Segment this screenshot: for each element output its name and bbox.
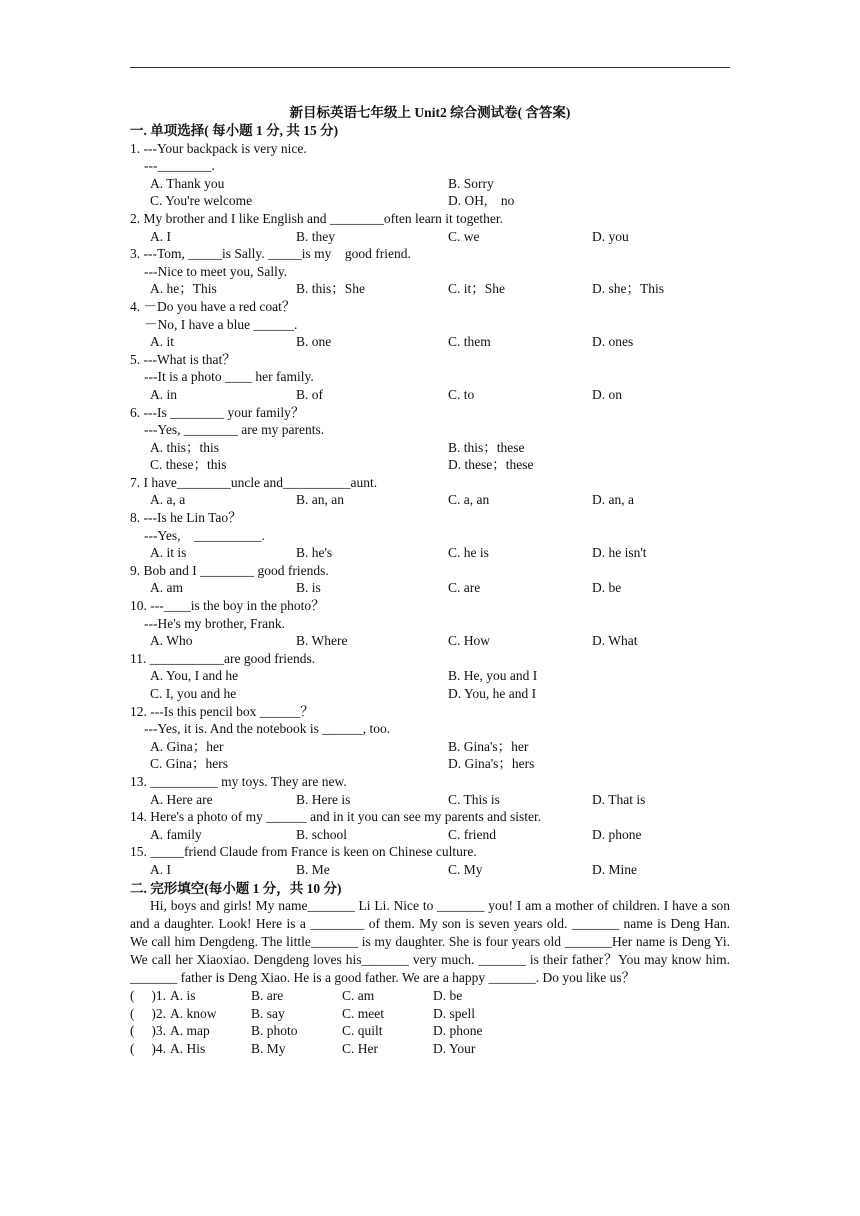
question-stem: 2. My brother and I like English and ________often learn it together. [130, 210, 504, 226]
cloze-option: C. Her [342, 1040, 378, 1056]
question-stem: 3. ---Tom, _____is Sally. _____is my good friend. [130, 246, 411, 262]
answer-option: A. it is [150, 545, 187, 561]
answer-option: B. this；these [448, 439, 525, 455]
page-title: 新目标英语七年级上 Unit2 综合测试卷( 含答案) [289, 105, 571, 120]
question-dialog-line: ---He's my brother, Frank. [144, 615, 285, 631]
option-row [130, 280, 730, 298]
option-row [130, 826, 730, 844]
cloze-option: B. say [251, 1005, 285, 1021]
option-row [130, 544, 730, 562]
cloze-item-number: ( )3. [130, 1023, 166, 1039]
answer-option: B. school [296, 826, 348, 842]
answer-option: C. them [448, 334, 491, 350]
option-row [130, 738, 730, 756]
option-row [130, 228, 730, 246]
cloze-item-row [130, 1005, 730, 1023]
option-row [130, 386, 730, 404]
answer-option: D. Gina's；hers [448, 756, 535, 772]
question-dialog-line: ---It is a photo ____ her family. [144, 369, 314, 385]
question-dialog-line: ---Yes, ________ are my parents. [144, 422, 325, 438]
question-stem: 10. ---____is the boy in the photo？ [130, 598, 325, 614]
answer-option: B. Me [296, 861, 330, 877]
answer-option: D. That is [592, 791, 646, 807]
cloze-item-number: ( )4. [130, 1040, 166, 1056]
answer-option: D. Mine [592, 861, 637, 877]
cloze-option: C. am [342, 988, 375, 1004]
answer-option: C. to [448, 386, 475, 402]
answer-option: D. ones [592, 334, 634, 350]
answer-option: A. a, a [150, 492, 186, 508]
answer-option: C. How [448, 633, 491, 649]
question-stem: 14. Here's a photo of my ______ and in it you can see my parents and sister. [130, 809, 542, 825]
answer-option: C. are [448, 580, 481, 596]
cloze-passage [130, 897, 730, 987]
answer-option: B. Sorry [448, 175, 494, 191]
answer-option: B. they [296, 228, 335, 244]
answer-option: D. he isn't [592, 545, 647, 561]
cloze-option: D. Your [433, 1040, 476, 1056]
question-stem: 1. ---Your backpack is very nice. [130, 140, 307, 156]
answer-option: A. am [150, 580, 183, 596]
answer-option: D. phone [592, 826, 642, 842]
cloze-option: A. is [170, 988, 196, 1004]
answer-option: C. we [448, 228, 480, 244]
question-dialog-line: －No, I have a blue ______. [144, 316, 298, 332]
answer-option: B. of [296, 386, 323, 402]
question-stem: 13. __________ my toys. They are new. [130, 773, 347, 789]
answer-option: B. is [296, 580, 321, 596]
option-row [130, 456, 730, 474]
answer-option: C. friend [448, 826, 496, 842]
answer-option: B. he's [296, 545, 333, 561]
cloze-item-row [130, 987, 730, 1005]
question-stem: 12. ---Is this pencil box ______？ [130, 703, 314, 719]
question-stem: 5. ---What is that？ [130, 351, 236, 367]
cloze-option: A. map [170, 1023, 210, 1039]
answer-option: B. an, an [296, 492, 344, 508]
cloze-item-number: ( )1. [130, 988, 166, 1004]
section-1-questions [130, 140, 730, 879]
option-row [130, 667, 730, 685]
exam-page [130, 104, 730, 1058]
option-row [130, 491, 730, 509]
question-stem: 4. －Do you have a red coat？ [130, 298, 296, 314]
answer-option: C. My [448, 861, 483, 877]
cloze-option: C. quilt [342, 1023, 383, 1039]
cloze-item-row [130, 1040, 730, 1058]
answer-option: D. an, a [592, 492, 634, 508]
option-row [130, 579, 730, 597]
answer-option: C. a, an [448, 492, 490, 508]
cloze-option: B. photo [251, 1023, 298, 1039]
header-rule [130, 67, 730, 68]
answer-option: A. in [150, 386, 177, 402]
cloze-item-number: ( )2. [130, 1005, 166, 1021]
option-row [130, 439, 730, 457]
option-row [130, 861, 730, 879]
answer-option: D. What [592, 633, 638, 649]
answer-option: A. Who [150, 633, 193, 649]
answer-option: A. family [150, 826, 202, 842]
section-2-heading: 二. 完形填空(每小题 1 分，共 10 分) [130, 880, 342, 896]
answer-option: D. on [592, 386, 622, 402]
option-row [130, 333, 730, 351]
option-row [130, 632, 730, 650]
answer-option: D. you [592, 228, 629, 244]
cloze-option: D. spell [433, 1005, 475, 1021]
answer-option: B. one [296, 334, 332, 350]
answer-option: A. You, I and he [150, 668, 239, 684]
question-stem: 6. ---Is ________ your family？ [130, 404, 305, 420]
answer-option: C. Gina；hers [150, 756, 228, 772]
option-row [130, 791, 730, 809]
cloze-option: C. meet [342, 1005, 384, 1021]
answer-option: A. he；This [150, 281, 217, 297]
question-dialog-line: ---________. [144, 158, 215, 174]
cloze-passage-text: Hi, boys and girls! My name_______ Li Li. Nice to _______ you! I am a mother of children. I have a son and a daughter. Look! Here is a ________ of them. My son is seven years old. _______ name is Deng Han. We call him Dengdeng. The little_______ is my daughter. She is four years old _______Her name is Deng Yi. We call her Xiaoxiao. Dengdeng loves his_______ very much. _______ is their father？You may know him. _______ father is Deng Xiao. He is a good father. We are a happy _______. Do you like us？ [130, 898, 730, 986]
option-row [130, 192, 730, 210]
answer-option: B. Where [296, 633, 348, 649]
answer-option: A. I [150, 861, 171, 877]
question-stem: 15. _____friend Claude from France is keen on Chinese culture. [130, 844, 477, 860]
cloze-option: A. His [170, 1040, 206, 1056]
cloze-option: A. know [170, 1005, 217, 1021]
answer-option: C. I, you and he [150, 686, 237, 701]
section-1-heading: 一. 单项选择( 每小题 1 分, 共 15 分) [130, 123, 339, 138]
cloze-option: D. phone [433, 1023, 483, 1039]
answer-option: D. be [592, 580, 622, 596]
cloze-item-row [130, 1022, 730, 1040]
cloze-option: D. be [433, 988, 463, 1004]
answer-option: C. he is [448, 545, 489, 561]
answer-option: C. This is [448, 791, 500, 807]
answer-option: D. OH, no [448, 193, 515, 209]
answer-option: D. these；these [448, 457, 534, 473]
answer-option: A. Here are [150, 791, 213, 807]
answer-option: C. it；She [448, 281, 506, 297]
answer-option: A. Thank you [150, 175, 225, 191]
cloze-option: B. My [251, 1040, 286, 1056]
option-row [130, 175, 730, 193]
answer-option: B. this；She [296, 281, 366, 297]
answer-option: A. I [150, 228, 171, 244]
question-stem: 9. Bob and I ________ good friends. [130, 562, 329, 578]
answer-option: A. it [150, 334, 175, 350]
option-row [130, 755, 730, 773]
answer-option: A. Gina；her [150, 738, 224, 754]
answer-option: C. You're welcome [150, 193, 253, 209]
answer-option: C. these；this [150, 457, 227, 473]
answer-option: B. He, you and I [448, 668, 538, 684]
question-stem: 11. ___________are good friends. [130, 650, 316, 666]
answer-option: A. this；this [150, 439, 220, 455]
cloze-items [130, 987, 730, 1057]
question-dialog-line: ---Nice to meet you, Sally. [144, 263, 288, 279]
answer-option: D. she；This [592, 281, 664, 297]
answer-option: B. Gina's；her [448, 738, 529, 754]
question-stem: 8. ---Is he Lin Tao？ [130, 510, 242, 526]
option-row [130, 685, 730, 703]
answer-option: D. You, he and I [448, 686, 537, 701]
cloze-option: B. are [251, 988, 284, 1004]
question-dialog-line: ---Yes, __________. [144, 527, 265, 543]
question-stem: 7. I have________uncle and__________aunt. [130, 474, 378, 490]
answer-option: B. Here is [296, 791, 351, 807]
question-dialog-line: ---Yes, it is. And the notebook is ______, too. [144, 721, 391, 737]
